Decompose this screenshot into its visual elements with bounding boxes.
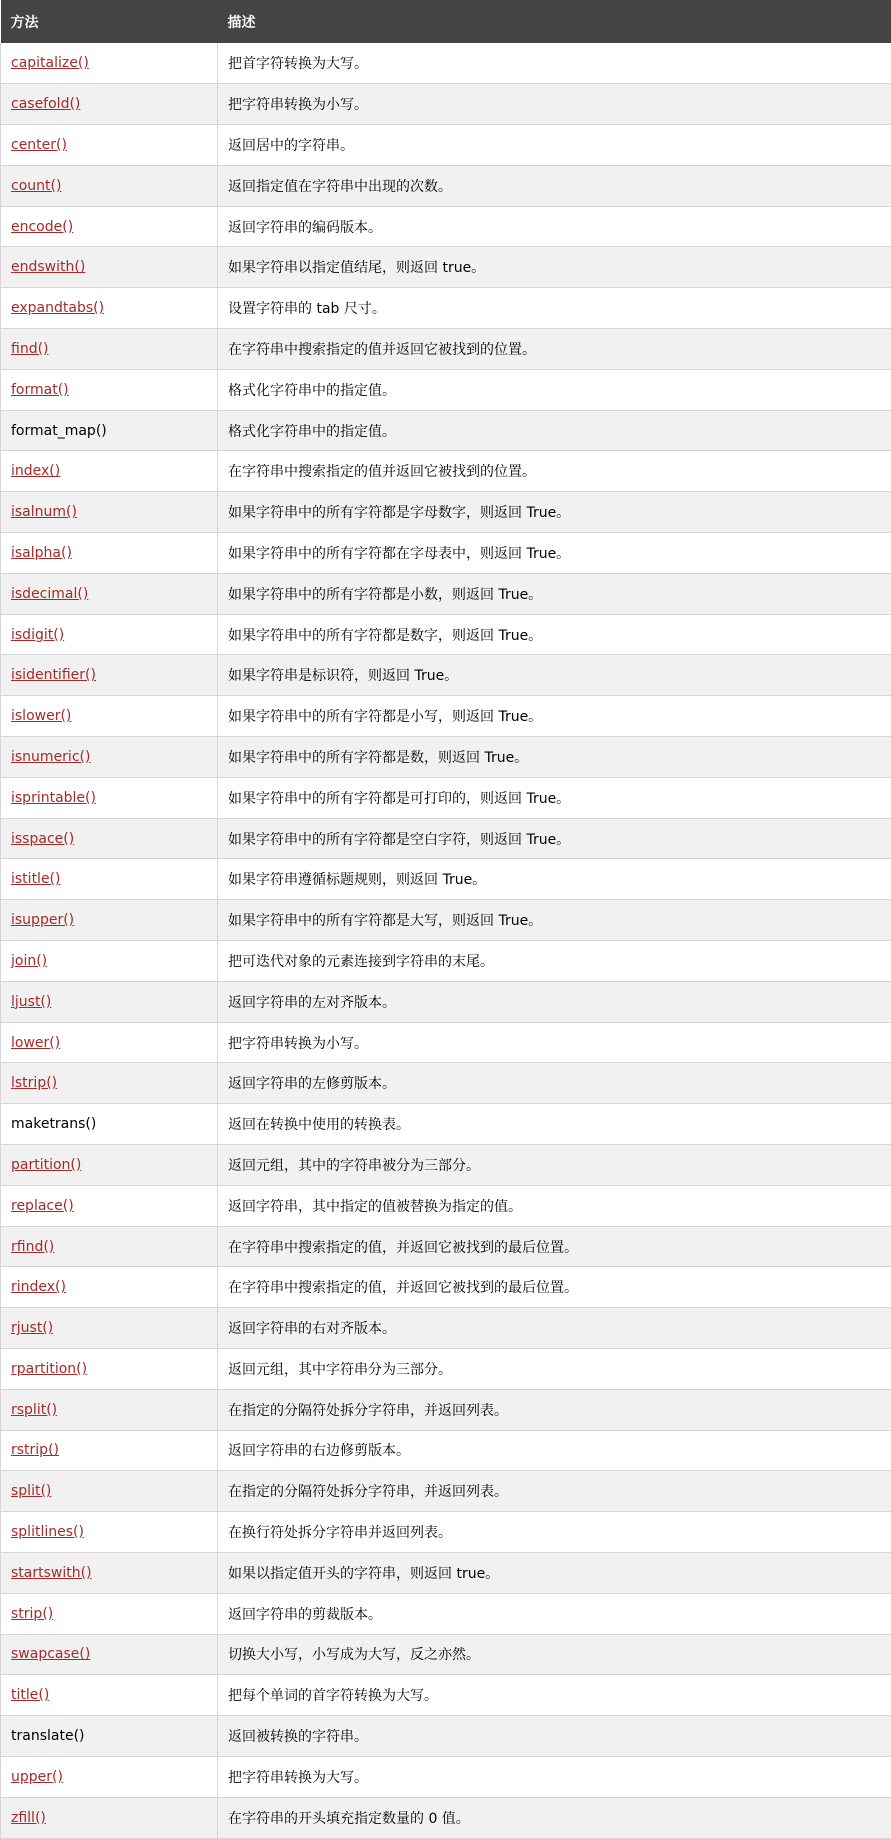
description-cell: 在字符串中搜索指定的值并返回它被找到的位置。 bbox=[218, 329, 891, 370]
description-cell: 切换大小写，小写成为大写，反之亦然。 bbox=[218, 1634, 891, 1675]
method-cell bbox=[1, 1593, 218, 1634]
method-cell bbox=[1, 696, 218, 737]
method-name: format_map() bbox=[11, 423, 107, 439]
table-row bbox=[1, 1552, 891, 1593]
method-cell bbox=[1, 981, 218, 1022]
method-cell bbox=[1, 1349, 218, 1390]
description-cell: 格式化字符串中的指定值。 bbox=[218, 410, 891, 451]
table-row bbox=[1, 1797, 891, 1838]
method-link[interactable]: lstrip() bbox=[11, 1075, 57, 1091]
table-row bbox=[1, 1063, 891, 1104]
method-cell bbox=[1, 1552, 218, 1593]
table-row bbox=[1, 859, 891, 900]
description-cell: 返回字符串的编码版本。 bbox=[218, 206, 891, 247]
table-row bbox=[1, 1349, 891, 1390]
description-cell: 如果字符串中的所有字符都是小数，则返回 True。 bbox=[218, 573, 891, 614]
method-link[interactable]: center() bbox=[11, 137, 67, 153]
method-link[interactable]: isdigit() bbox=[11, 627, 64, 643]
method-cell bbox=[1, 410, 218, 451]
method-link[interactable]: count() bbox=[11, 178, 61, 194]
method-cell bbox=[1, 533, 218, 574]
table-row bbox=[1, 777, 891, 818]
table-row bbox=[1, 43, 891, 84]
method-cell bbox=[1, 43, 218, 84]
description-cell: 返回字符串的剪裁版本。 bbox=[218, 1593, 891, 1634]
table-body bbox=[1, 43, 891, 1838]
table-row bbox=[1, 1593, 891, 1634]
description-cell: 在字符串中搜索指定的值，并返回它被找到的最后位置。 bbox=[218, 1267, 891, 1308]
table-row bbox=[1, 206, 891, 247]
description-cell: 把字符串转换为小写。 bbox=[218, 84, 891, 125]
method-link[interactable]: islower() bbox=[11, 708, 71, 724]
method-cell bbox=[1, 451, 218, 492]
table-row bbox=[1, 1471, 891, 1512]
table-row bbox=[1, 165, 891, 206]
method-link[interactable]: ljust() bbox=[11, 994, 51, 1010]
method-cell bbox=[1, 573, 218, 614]
method-cell bbox=[1, 1022, 218, 1063]
method-cell bbox=[1, 1308, 218, 1349]
method-link[interactable]: isprintable() bbox=[11, 790, 96, 806]
description-cell: 如果字符串中的所有字符都在字母表中，则返回 True。 bbox=[218, 533, 891, 574]
table-row bbox=[1, 1634, 891, 1675]
method-cell bbox=[1, 1716, 218, 1757]
method-cell bbox=[1, 1675, 218, 1716]
table-row bbox=[1, 1716, 891, 1757]
method-link[interactable]: replace() bbox=[11, 1198, 74, 1214]
table-row bbox=[1, 941, 891, 982]
method-link[interactable]: isnumeric() bbox=[11, 749, 90, 765]
method-cell bbox=[1, 288, 218, 329]
method-link[interactable]: isalpha() bbox=[11, 545, 72, 561]
description-cell: 如果字符串中的所有字符都是大写，则返回 True。 bbox=[218, 900, 891, 941]
description-cell: 如果字符串中的所有字符都是数字，则返回 True。 bbox=[218, 614, 891, 655]
table-row bbox=[1, 329, 891, 370]
table-row bbox=[1, 981, 891, 1022]
table-row bbox=[1, 1675, 891, 1716]
table-row bbox=[1, 573, 891, 614]
method-cell bbox=[1, 369, 218, 410]
table-row bbox=[1, 1512, 891, 1553]
method-link[interactable]: zfill() bbox=[11, 1810, 46, 1826]
method-link[interactable]: upper() bbox=[11, 1769, 63, 1785]
description-cell: 返回字符串的左修剪版本。 bbox=[218, 1063, 891, 1104]
description-cell: 在换行符处拆分字符串并返回列表。 bbox=[218, 1512, 891, 1553]
description-cell: 格式化字符串中的指定值。 bbox=[218, 369, 891, 410]
description-cell: 如果字符串遵循标题规则，则返回 True。 bbox=[218, 859, 891, 900]
method-link[interactable]: join() bbox=[11, 953, 47, 969]
method-cell bbox=[1, 614, 218, 655]
table-row bbox=[1, 1226, 891, 1267]
method-link[interactable]: expandtabs() bbox=[11, 300, 104, 316]
method-link[interactable]: rjust() bbox=[11, 1320, 53, 1336]
table-row bbox=[1, 1308, 891, 1349]
method-cell bbox=[1, 165, 218, 206]
table-row bbox=[1, 533, 891, 574]
description-cell: 如果以指定值开头的字符串，则返回 true。 bbox=[218, 1552, 891, 1593]
table-row bbox=[1, 84, 891, 125]
method-link[interactable]: lower() bbox=[11, 1035, 60, 1051]
table-row bbox=[1, 655, 891, 696]
method-link[interactable]: isidentifier() bbox=[11, 667, 96, 683]
description-cell: 如果字符串中的所有字符都是字母数字，则返回 True。 bbox=[218, 492, 891, 533]
method-link[interactable]: swapcase() bbox=[11, 1646, 90, 1662]
method-cell bbox=[1, 492, 218, 533]
method-link[interactable]: index() bbox=[11, 463, 60, 479]
table-row bbox=[1, 451, 891, 492]
method-cell bbox=[1, 1756, 218, 1797]
method-link[interactable]: istitle() bbox=[11, 871, 60, 887]
method-link[interactable]: split() bbox=[11, 1483, 51, 1499]
table-row bbox=[1, 614, 891, 655]
description-cell: 返回字符串的右边修剪版本。 bbox=[218, 1430, 891, 1471]
method-link[interactable]: find() bbox=[11, 341, 49, 357]
method-cell bbox=[1, 206, 218, 247]
method-link[interactable]: isalnum() bbox=[11, 504, 77, 520]
table-row bbox=[1, 818, 891, 859]
method-link[interactable]: isupper() bbox=[11, 912, 74, 928]
table-row bbox=[1, 288, 891, 329]
method-link[interactable]: isdecimal() bbox=[11, 586, 88, 602]
description-cell: 把可迭代对象的元素连接到字符串的末尾。 bbox=[218, 941, 891, 982]
method-link[interactable]: strip() bbox=[11, 1606, 53, 1622]
method-cell bbox=[1, 941, 218, 982]
method-cell bbox=[1, 1389, 218, 1430]
description-cell: 返回字符串，其中指定的值被替换为指定的值。 bbox=[218, 1185, 891, 1226]
method-link[interactable]: partition() bbox=[11, 1157, 81, 1173]
description-cell: 在指定的分隔符处拆分字符串，并返回列表。 bbox=[218, 1389, 891, 1430]
method-cell bbox=[1, 84, 218, 125]
description-cell: 返回指定值在字符串中出现的次数。 bbox=[218, 165, 891, 206]
method-link[interactable]: rsplit() bbox=[11, 1402, 57, 1418]
method-cell bbox=[1, 1185, 218, 1226]
method-cell bbox=[1, 859, 218, 900]
table-row bbox=[1, 1430, 891, 1471]
method-link[interactable]: encode() bbox=[11, 219, 73, 235]
method-link[interactable]: rpartition() bbox=[11, 1361, 87, 1377]
method-cell bbox=[1, 247, 218, 288]
method-cell bbox=[1, 1267, 218, 1308]
table-row bbox=[1, 247, 891, 288]
table-row bbox=[1, 1267, 891, 1308]
method-name: maketrans() bbox=[11, 1116, 96, 1132]
description-cell: 返回在转换中使用的转换表。 bbox=[218, 1104, 891, 1145]
method-link[interactable]: capitalize() bbox=[11, 55, 89, 71]
description-cell: 如果字符串中的所有字符都是空白字符，则返回 True。 bbox=[218, 818, 891, 859]
method-link[interactable]: rfind() bbox=[11, 1239, 54, 1255]
table-row bbox=[1, 125, 891, 166]
description-cell: 返回元组，其中的字符串被分为三部分。 bbox=[218, 1145, 891, 1186]
method-link[interactable]: rstrip() bbox=[11, 1442, 59, 1458]
table-row bbox=[1, 410, 891, 451]
method-cell bbox=[1, 1104, 218, 1145]
method-cell bbox=[1, 1512, 218, 1553]
description-cell: 在字符串中搜索指定的值，并返回它被找到的最后位置。 bbox=[218, 1226, 891, 1267]
table-row bbox=[1, 1104, 891, 1145]
method-link[interactable]: isspace() bbox=[11, 831, 74, 847]
method-cell bbox=[1, 737, 218, 778]
description-cell: 返回被转换的字符串。 bbox=[218, 1716, 891, 1757]
method-cell bbox=[1, 777, 218, 818]
description-cell: 返回元组，其中字符串分为三部分。 bbox=[218, 1349, 891, 1390]
method-link[interactable]: splitlines() bbox=[11, 1524, 84, 1540]
method-cell bbox=[1, 1797, 218, 1838]
description-cell: 如果字符串中的所有字符都是小写，则返回 True。 bbox=[218, 696, 891, 737]
method-link[interactable]: startswith() bbox=[11, 1565, 92, 1581]
description-cell: 如果字符串以指定值结尾，则返回 true。 bbox=[218, 247, 891, 288]
method-cell bbox=[1, 1634, 218, 1675]
method-link[interactable]: casefold() bbox=[11, 96, 80, 112]
header-method: 方法 bbox=[1, 0, 218, 43]
method-cell bbox=[1, 1226, 218, 1267]
description-cell: 如果字符串中的所有字符都是数，则返回 True。 bbox=[218, 737, 891, 778]
table-row bbox=[1, 1185, 891, 1226]
table-row bbox=[1, 696, 891, 737]
method-link[interactable]: rindex() bbox=[11, 1279, 66, 1295]
table-row bbox=[1, 900, 891, 941]
method-cell bbox=[1, 329, 218, 370]
method-cell bbox=[1, 1145, 218, 1186]
table-row bbox=[1, 737, 891, 778]
method-cell bbox=[1, 1063, 218, 1104]
method-cell bbox=[1, 1430, 218, 1471]
description-cell: 如果字符串中的所有字符都是可打印的，则返回 True。 bbox=[218, 777, 891, 818]
description-cell: 如果字符串是标识符，则返回 True。 bbox=[218, 655, 891, 696]
description-cell: 把首字符转换为大写。 bbox=[218, 43, 891, 84]
table-row bbox=[1, 1022, 891, 1063]
description-cell: 把字符串转换为小写。 bbox=[218, 1022, 891, 1063]
description-cell: 返回居中的字符串。 bbox=[218, 125, 891, 166]
method-cell bbox=[1, 655, 218, 696]
method-link[interactable]: endswith() bbox=[11, 259, 85, 275]
header-description: 描述 bbox=[218, 0, 891, 43]
table-row bbox=[1, 369, 891, 410]
description-cell: 设置字符串的 tab 尺寸。 bbox=[218, 288, 891, 329]
description-cell: 在字符串中搜索指定的值并返回它被找到的位置。 bbox=[218, 451, 891, 492]
method-link[interactable]: format() bbox=[11, 382, 69, 398]
description-cell: 把每个单词的首字符转换为大写。 bbox=[218, 1675, 891, 1716]
description-cell: 返回字符串的左对齐版本。 bbox=[218, 981, 891, 1022]
method-cell bbox=[1, 1471, 218, 1512]
description-cell: 把字符串转换为大写。 bbox=[218, 1756, 891, 1797]
description-cell: 在字符串的开头填充指定数量的 0 值。 bbox=[218, 1797, 891, 1838]
table-row bbox=[1, 1145, 891, 1186]
method-name: translate() bbox=[11, 1728, 85, 1744]
method-cell bbox=[1, 818, 218, 859]
description-cell: 在指定的分隔符处拆分字符串，并返回列表。 bbox=[218, 1471, 891, 1512]
table-header-row bbox=[1, 0, 891, 43]
method-cell bbox=[1, 125, 218, 166]
table-row bbox=[1, 1389, 891, 1430]
table-row bbox=[1, 1756, 891, 1797]
method-cell bbox=[1, 900, 218, 941]
method-link[interactable]: title() bbox=[11, 1687, 49, 1703]
description-cell: 返回字符串的右对齐版本。 bbox=[218, 1308, 891, 1349]
table-row bbox=[1, 492, 891, 533]
